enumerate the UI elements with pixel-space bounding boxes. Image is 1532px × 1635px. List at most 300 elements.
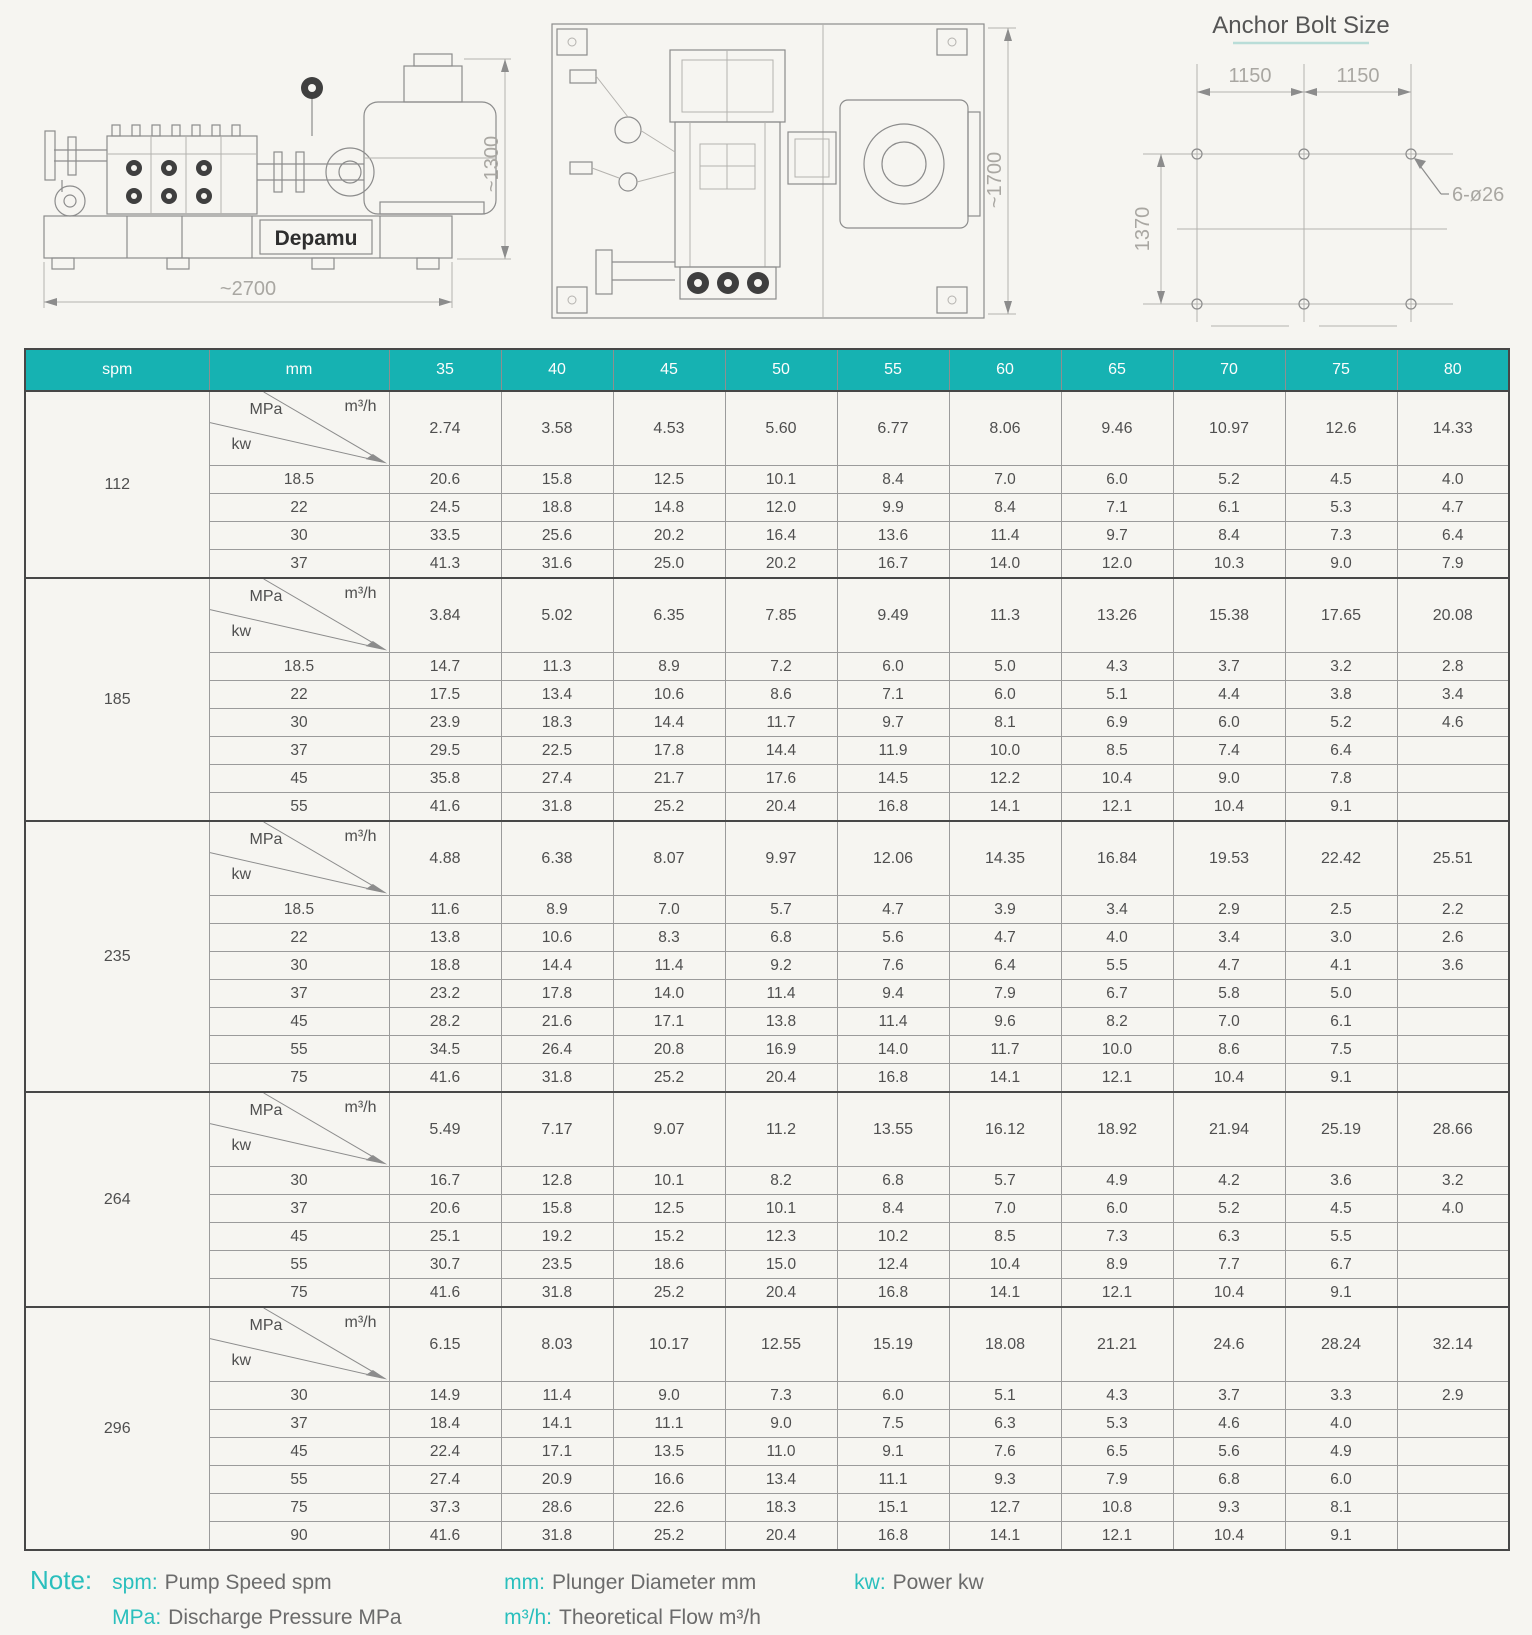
note-key-kw: kw: (854, 1570, 886, 1594)
spm-value-cell: 296 (25, 1307, 209, 1550)
note-key-flow: m³/h: (504, 1605, 552, 1629)
power-value-cell: 11.4 (725, 980, 837, 1008)
power-value-cell: 20.2 (725, 550, 837, 579)
power-value-cell: 4.7 (949, 924, 1061, 952)
power-value-cell: 20.2 (613, 522, 725, 550)
power-value-cell: 8.2 (1061, 1008, 1173, 1036)
power-value-cell: 9.1 (1285, 1064, 1397, 1093)
corner-label-kw: kw (231, 1137, 252, 1154)
flow-value-cell: 10.17 (613, 1307, 725, 1382)
power-value-cell: 25.6 (501, 522, 613, 550)
kw-value-cell: 90 (209, 1522, 389, 1551)
power-value-cell: 8.4 (949, 494, 1061, 522)
power-row (25, 952, 1509, 980)
power-value-cell: 23.2 (389, 980, 501, 1008)
note-item-spm (112, 1571, 504, 1595)
corner-label-flow: m³/h (344, 1314, 377, 1331)
flow-value-cell: 6.15 (389, 1307, 501, 1382)
column-header: 55 (837, 349, 949, 391)
power-row (25, 1522, 1509, 1551)
power-value-cell: 8.1 (1285, 1494, 1397, 1522)
corner-label-flow: m³/h (344, 1099, 377, 1116)
column-header: 70 (1173, 349, 1285, 391)
power-value-cell: 4.9 (1061, 1167, 1173, 1195)
power-value-cell: 14.0 (613, 980, 725, 1008)
spec-table-body (25, 391, 1509, 1550)
power-value-cell: 9.7 (1061, 522, 1173, 550)
column-header: 65 (1061, 349, 1173, 391)
power-value-cell: 5.2 (1285, 709, 1397, 737)
flow-value-cell: 13.26 (1061, 578, 1173, 653)
power-value-cell: 6.3 (1173, 1223, 1285, 1251)
flow-value-cell: 16.84 (1061, 821, 1173, 896)
power-value-cell: 3.0 (1285, 924, 1397, 952)
corner-label-kw: kw (231, 1352, 252, 1369)
power-value-cell: 7.9 (1397, 550, 1509, 579)
power-value-cell: 16.8 (837, 1279, 949, 1308)
power-value-cell: 18.4 (389, 1410, 501, 1438)
power-value-cell: 7.6 (949, 1438, 1061, 1466)
anchor-bolt-drawing (1085, 2, 1530, 344)
power-value-cell: 20.8 (613, 1036, 725, 1064)
power-value-cell: 18.8 (389, 952, 501, 980)
power-value-cell: 4.7 (837, 896, 949, 924)
power-value-cell: 2.2 (1397, 896, 1509, 924)
power-value-cell: 10.8 (1061, 1494, 1173, 1522)
power-value-cell: 3.3 (1285, 1382, 1397, 1410)
power-value-cell: 41.3 (389, 550, 501, 579)
power-value-cell: 5.2 (1173, 1195, 1285, 1223)
flow-value-cell: 18.92 (1061, 1092, 1173, 1167)
power-value-cell: 6.9 (1061, 709, 1173, 737)
kw-value-cell: 37 (209, 980, 389, 1008)
power-value-cell: 5.6 (1173, 1438, 1285, 1466)
section-flow-row (25, 821, 1509, 896)
power-value-cell: 5.0 (949, 653, 1061, 681)
kw-value-cell: 30 (209, 1382, 389, 1410)
power-value-cell: 16.8 (837, 1522, 949, 1551)
note-text-mpa: Discharge Pressure MPa (168, 1605, 402, 1629)
power-value-cell: 3.7 (1173, 1382, 1285, 1410)
power-value-cell: 29.5 (389, 737, 501, 765)
power-value-cell: 8.4 (837, 1195, 949, 1223)
section-flow-row (25, 1307, 1509, 1382)
power-value-cell: 4.3 (1061, 1382, 1173, 1410)
power-value-cell: 25.2 (613, 1522, 725, 1551)
note-key-mpa: MPa: (112, 1605, 162, 1629)
column-header: 60 (949, 349, 1061, 391)
power-value-cell: 19.2 (501, 1223, 613, 1251)
kw-value-cell: 55 (209, 1251, 389, 1279)
kw-value-cell: 30 (209, 952, 389, 980)
section-flow-row (25, 578, 1509, 653)
power-value-cell: 14.1 (501, 1410, 613, 1438)
power-value-cell: 3.9 (949, 896, 1061, 924)
power-value-cell: 10.4 (949, 1251, 1061, 1279)
power-row (25, 980, 1509, 1008)
power-row (25, 653, 1509, 681)
power-value-cell: 17.1 (501, 1438, 613, 1466)
pump-top-view-drawing (540, 12, 1025, 334)
power-value-cell: 17.5 (389, 681, 501, 709)
power-value-cell: 17.8 (613, 737, 725, 765)
flow-value-cell: 2.74 (389, 391, 501, 466)
power-row (25, 765, 1509, 793)
power-value-cell: 8.6 (1173, 1036, 1285, 1064)
power-value-cell: 12.1 (1061, 1279, 1173, 1308)
corner-label-flow: m³/h (344, 828, 377, 845)
power-value-cell: 4.2 (1173, 1167, 1285, 1195)
power-value-cell: 6.7 (1285, 1251, 1397, 1279)
spm-value-cell: 112 (25, 391, 209, 578)
corner-label-kw: kw (231, 436, 252, 453)
power-value-cell (1397, 765, 1509, 793)
spm-value-cell: 264 (25, 1092, 209, 1307)
power-value-cell: 5.2 (1173, 466, 1285, 494)
note-legend (112, 1565, 984, 1635)
power-value-cell: 10.1 (725, 1195, 837, 1223)
column-header: mm (209, 349, 389, 391)
power-value-cell: 8.9 (1061, 1251, 1173, 1279)
power-value-cell: 30.7 (389, 1251, 501, 1279)
corner-label-mpa: MPa (249, 1102, 283, 1119)
brand-label: Depamu (274, 227, 358, 250)
flow-value-cell: 6.77 (837, 391, 949, 466)
power-value-cell: 31.8 (501, 1064, 613, 1093)
power-value-cell: 21.7 (613, 765, 725, 793)
power-value-cell: 12.8 (501, 1167, 613, 1195)
matrix-corner-cell (209, 578, 389, 653)
power-value-cell: 21.6 (501, 1008, 613, 1036)
flow-value-cell: 21.94 (1173, 1092, 1285, 1167)
power-value-cell: 13.4 (725, 1466, 837, 1494)
power-value-cell: 6.0 (837, 653, 949, 681)
power-value-cell: 11.4 (949, 522, 1061, 550)
kw-value-cell: 55 (209, 793, 389, 822)
power-value-cell: 4.1 (1285, 952, 1397, 980)
kw-value-cell: 18.5 (209, 896, 389, 924)
flow-value-cell: 8.07 (613, 821, 725, 896)
flow-value-cell: 17.65 (1285, 578, 1397, 653)
spm-value-cell: 235 (25, 821, 209, 1092)
power-row (25, 1494, 1509, 1522)
corner-label-mpa: MPa (249, 588, 283, 605)
power-value-cell: 9.1 (1285, 1522, 1397, 1551)
note-label: Note: (30, 1565, 93, 1595)
corner-label-mpa: MPa (249, 831, 283, 848)
kw-value-cell: 30 (209, 522, 389, 550)
corner-label-kw: kw (231, 866, 252, 883)
power-value-cell (1397, 1223, 1509, 1251)
power-value-cell: 7.9 (1061, 1466, 1173, 1494)
matrix-corner-cell (209, 1307, 389, 1382)
power-value-cell: 14.1 (949, 1279, 1061, 1308)
power-value-cell: 17.6 (725, 765, 837, 793)
kw-value-cell: 18.5 (209, 653, 389, 681)
power-value-cell: 13.8 (725, 1008, 837, 1036)
power-value-cell: 18.3 (501, 709, 613, 737)
power-value-cell: 35.8 (389, 765, 501, 793)
flow-value-cell: 9.46 (1061, 391, 1173, 466)
flow-value-cell: 12.55 (725, 1307, 837, 1382)
power-value-cell: 18.8 (501, 494, 613, 522)
pump-spec-table (24, 348, 1510, 1551)
power-value-cell: 6.5 (1061, 1438, 1173, 1466)
power-value-cell: 10.4 (1173, 1522, 1285, 1551)
power-value-cell: 4.5 (1285, 466, 1397, 494)
power-value-cell: 6.0 (949, 681, 1061, 709)
flow-value-cell: 6.35 (613, 578, 725, 653)
power-value-cell: 14.4 (725, 737, 837, 765)
flow-value-cell: 12.6 (1285, 391, 1397, 466)
note-item-mm (504, 1571, 854, 1595)
power-row (25, 681, 1509, 709)
power-row (25, 466, 1509, 494)
power-value-cell: 3.4 (1061, 896, 1173, 924)
power-value-cell: 13.8 (389, 924, 501, 952)
power-value-cell: 4.4 (1173, 681, 1285, 709)
power-value-cell: 4.7 (1397, 494, 1509, 522)
matrix-corner-cell (209, 1092, 389, 1167)
power-value-cell: 6.0 (1061, 466, 1173, 494)
flow-value-cell: 25.19 (1285, 1092, 1397, 1167)
top-height-dimension: ~1700 (984, 151, 1006, 209)
power-value-cell: 2.8 (1397, 653, 1509, 681)
power-value-cell: 16.9 (725, 1036, 837, 1064)
flow-value-cell: 9.97 (725, 821, 837, 896)
power-value-cell: 31.8 (501, 1522, 613, 1551)
flow-value-cell: 8.03 (501, 1307, 613, 1382)
power-value-cell: 16.4 (725, 522, 837, 550)
power-value-cell: 16.7 (389, 1167, 501, 1195)
kw-value-cell: 45 (209, 1008, 389, 1036)
power-value-cell: 10.3 (1173, 550, 1285, 579)
power-value-cell: 27.4 (389, 1466, 501, 1494)
power-value-cell: 3.4 (1173, 924, 1285, 952)
power-value-cell: 7.9 (949, 980, 1061, 1008)
power-value-cell: 10.4 (1173, 1279, 1285, 1308)
flow-value-cell: 7.85 (725, 578, 837, 653)
column-header: 75 (1285, 349, 1397, 391)
note-item-mpa (112, 1606, 504, 1630)
power-value-cell: 28.2 (389, 1008, 501, 1036)
power-row (25, 1195, 1509, 1223)
power-value-cell: 2.9 (1173, 896, 1285, 924)
power-value-cell: 6.0 (1285, 1466, 1397, 1494)
power-value-cell: 7.5 (1285, 1036, 1397, 1064)
power-value-cell (1397, 1466, 1509, 1494)
power-row (25, 709, 1509, 737)
power-value-cell: 10.4 (1173, 793, 1285, 822)
kw-value-cell: 37 (209, 737, 389, 765)
power-value-cell: 5.8 (1173, 980, 1285, 1008)
power-value-cell: 15.1 (837, 1494, 949, 1522)
power-value-cell: 9.9 (837, 494, 949, 522)
flow-value-cell: 15.19 (837, 1307, 949, 1382)
column-header: 40 (501, 349, 613, 391)
note-key-spm: spm: (112, 1570, 158, 1594)
power-value-cell: 3.7 (1173, 653, 1285, 681)
power-value-cell: 20.9 (501, 1466, 613, 1494)
power-value-cell: 9.1 (837, 1438, 949, 1466)
power-value-cell: 8.9 (501, 896, 613, 924)
power-value-cell: 26.4 (501, 1036, 613, 1064)
corner-label-mpa: MPa (249, 1317, 283, 1334)
power-value-cell: 25.1 (389, 1223, 501, 1251)
kw-value-cell: 22 (209, 924, 389, 952)
power-value-cell (1397, 1410, 1509, 1438)
power-value-cell: 6.1 (1285, 1008, 1397, 1036)
power-value-cell: 27.4 (501, 765, 613, 793)
power-value-cell: 5.1 (1061, 681, 1173, 709)
power-value-cell: 41.6 (389, 1279, 501, 1308)
power-value-cell: 7.0 (613, 896, 725, 924)
power-value-cell: 6.3 (949, 1410, 1061, 1438)
note-text-spm: Pump Speed spm (164, 1570, 332, 1594)
flow-value-cell: 22.42 (1285, 821, 1397, 896)
power-value-cell: 37.3 (389, 1494, 501, 1522)
flow-value-cell: 10.97 (1173, 391, 1285, 466)
flow-value-cell: 5.49 (389, 1092, 501, 1167)
power-row (25, 1438, 1509, 1466)
power-value-cell: 10.0 (949, 737, 1061, 765)
flow-value-cell: 14.35 (949, 821, 1061, 896)
power-value-cell: 3.2 (1397, 1167, 1509, 1195)
power-value-cell: 11.1 (837, 1466, 949, 1494)
flow-value-cell: 18.08 (949, 1307, 1061, 1382)
power-row (25, 1410, 1509, 1438)
power-value-cell: 15.8 (501, 466, 613, 494)
power-value-cell: 9.3 (1173, 1494, 1285, 1522)
power-value-cell: 9.0 (1285, 550, 1397, 579)
technical-drawings (0, 0, 1532, 348)
power-value-cell: 7.5 (837, 1410, 949, 1438)
power-value-cell: 11.0 (725, 1438, 837, 1466)
power-value-cell: 7.0 (949, 1195, 1061, 1223)
corner-label-kw: kw (231, 623, 252, 640)
kw-value-cell: 45 (209, 1223, 389, 1251)
power-value-cell: 5.7 (949, 1167, 1061, 1195)
matrix-corner-cell (209, 391, 389, 466)
power-value-cell: 22.6 (613, 1494, 725, 1522)
power-value-cell: 25.2 (613, 1279, 725, 1308)
power-value-cell: 14.4 (613, 709, 725, 737)
power-value-cell: 11.4 (837, 1008, 949, 1036)
power-value-cell: 7.7 (1173, 1251, 1285, 1279)
power-value-cell: 6.0 (1173, 709, 1285, 737)
power-value-cell: 9.0 (725, 1410, 837, 1438)
power-value-cell: 9.3 (949, 1466, 1061, 1494)
power-value-cell: 18.6 (613, 1251, 725, 1279)
power-value-cell: 11.4 (501, 1382, 613, 1410)
power-value-cell: 11.6 (389, 896, 501, 924)
flow-value-cell: 11.2 (725, 1092, 837, 1167)
flow-value-cell: 4.53 (613, 391, 725, 466)
power-value-cell (1397, 1494, 1509, 1522)
anchor-dim-left: 1150 (1228, 65, 1272, 87)
power-value-cell: 3.6 (1285, 1167, 1397, 1195)
power-value-cell: 14.0 (949, 550, 1061, 579)
power-value-cell: 12.1 (1061, 793, 1173, 822)
power-value-cell (1397, 1251, 1509, 1279)
power-value-cell: 16.7 (837, 550, 949, 579)
power-value-cell: 20.6 (389, 1195, 501, 1223)
power-value-cell: 10.6 (613, 681, 725, 709)
flow-value-cell: 25.51 (1397, 821, 1509, 896)
power-value-cell: 13.4 (501, 681, 613, 709)
power-value-cell: 14.1 (949, 793, 1061, 822)
power-value-cell: 7.2 (725, 653, 837, 681)
power-value-cell: 5.0 (1285, 980, 1397, 1008)
note-key-mm: mm: (504, 1570, 545, 1594)
power-value-cell: 10.1 (725, 466, 837, 494)
power-value-cell: 41.6 (389, 793, 501, 822)
power-value-cell (1397, 793, 1509, 822)
power-value-cell: 7.1 (837, 681, 949, 709)
flow-value-cell: 21.21 (1061, 1307, 1173, 1382)
power-value-cell: 6.8 (1173, 1466, 1285, 1494)
power-value-cell: 7.4 (1173, 737, 1285, 765)
power-row (25, 1223, 1509, 1251)
kw-value-cell: 55 (209, 1036, 389, 1064)
power-value-cell: 16.8 (837, 1064, 949, 1093)
power-value-cell: 14.7 (389, 653, 501, 681)
power-value-cell: 3.8 (1285, 681, 1397, 709)
power-value-cell: 2.9 (1397, 1382, 1509, 1410)
corner-label-flow: m³/h (344, 585, 377, 602)
power-value-cell: 22.5 (501, 737, 613, 765)
kw-value-cell: 37 (209, 550, 389, 579)
power-value-cell: 10.1 (613, 1167, 725, 1195)
side-height-dimension: ~1300 (481, 135, 503, 193)
power-value-cell: 3.2 (1285, 653, 1397, 681)
power-value-cell: 20.6 (389, 466, 501, 494)
power-value-cell: 8.2 (725, 1167, 837, 1195)
matrix-corner-cell (209, 821, 389, 896)
flow-value-cell: 5.02 (501, 578, 613, 653)
power-value-cell (1397, 1522, 1509, 1551)
flow-value-cell: 20.08 (1397, 578, 1509, 653)
power-value-cell: 14.1 (949, 1522, 1061, 1551)
power-value-cell (1397, 1036, 1509, 1064)
power-value-cell: 7.8 (1285, 765, 1397, 793)
power-value-cell: 10.2 (837, 1223, 949, 1251)
flow-value-cell: 3.84 (389, 578, 501, 653)
power-value-cell: 11.3 (501, 653, 613, 681)
power-value-cell: 6.4 (949, 952, 1061, 980)
power-value-cell: 23.5 (501, 1251, 613, 1279)
power-value-cell (1397, 737, 1509, 765)
power-value-cell: 41.6 (389, 1064, 501, 1093)
flow-value-cell: 14.33 (1397, 391, 1509, 466)
flow-value-cell: 19.53 (1173, 821, 1285, 896)
power-value-cell: 6.7 (1061, 980, 1173, 1008)
power-value-cell: 31.6 (501, 550, 613, 579)
power-value-cell: 9.1 (1285, 1279, 1397, 1308)
power-value-cell: 31.8 (501, 1279, 613, 1308)
power-value-cell: 9.1 (1285, 793, 1397, 822)
power-value-cell: 16.6 (613, 1466, 725, 1494)
flow-value-cell: 3.58 (501, 391, 613, 466)
column-header: 45 (613, 349, 725, 391)
section-flow-row (25, 1092, 1509, 1167)
power-value-cell: 5.3 (1061, 1410, 1173, 1438)
kw-value-cell: 22 (209, 681, 389, 709)
flow-value-cell: 16.12 (949, 1092, 1061, 1167)
power-value-cell: 2.5 (1285, 896, 1397, 924)
flow-value-cell: 9.07 (613, 1092, 725, 1167)
power-value-cell: 6.1 (1173, 494, 1285, 522)
